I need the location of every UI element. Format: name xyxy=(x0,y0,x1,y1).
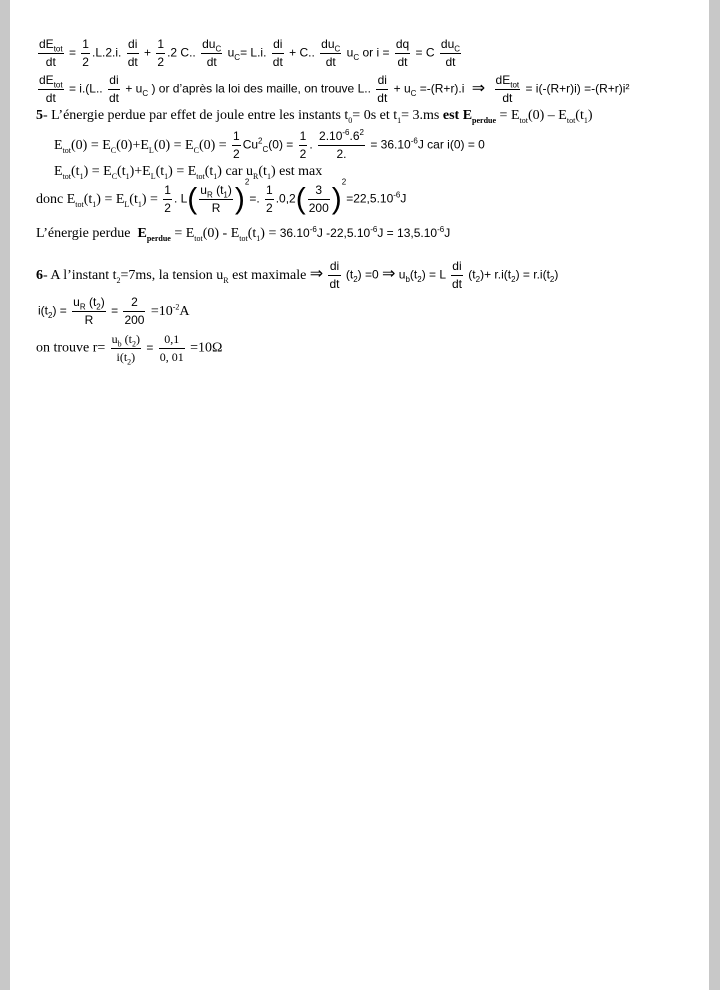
equation-initial-energy: $E_{tot}(0) = E_C(0)+E_L(0) = E_C(0)$ = $\frac{1}{2}$ $Cu^2_C(0)$ = $\frac{1}{2}$ . $\frac{2.10^{-6}.6^2}{2.}$ = $36.10^{-6}J$ car i(0) = 0 xyxy=(54,128,485,161)
fraction: $\frac{di}{dt}$ xyxy=(127,37,138,69)
implies-arrow: ⇒ xyxy=(471,79,486,97)
fraction: $\frac{di}{dt}$ xyxy=(329,259,340,291)
implies-arrow: ⇒ xyxy=(382,265,396,283)
fraction: $\frac{1}{2}$ xyxy=(164,183,171,215)
fraction: $\frac{du_C}{dt}$ xyxy=(202,37,222,69)
fraction: $\frac{di}{dt}$ xyxy=(108,73,119,105)
fraction: $\frac{di}{dt}$ xyxy=(377,73,388,105)
equation-derivative-energy: $\frac{dE_{tot}}{dt}$ = $\frac{1}{2}$ .L.2.i. $\frac{di}{dt}$ + $\frac{1}{2}$ .2 C.. $\frac{du_C}{dt}$ $u_C= L.i$. $\frac{di}{dt}$ + C.. $\frac{du_C}{dt}$ $u_C$ or i = $\frac{dq}{dt}$ = C $\frac{du_C}{dt}$ xyxy=(39,37,461,69)
fraction: $\frac{di}{dt}$ xyxy=(272,37,283,69)
document-page xyxy=(10,0,709,990)
fraction: $\frac{u_R (t_1)}{R}$ xyxy=(200,183,232,215)
fraction: $\frac{du_C}{dt}$ xyxy=(440,37,461,69)
equation-energy-lost: L’énergie perdue $E_{perdue} = E_{tot}(0) - E_{tot}(t_1) = 36.10^{-6}J$ $-22,5.10^{-6}J = 13,5.10^{-6}J$ xyxy=(36,225,451,243)
implies-arrow: ⇒ xyxy=(309,265,324,283)
fraction: $\frac{dq}{dt}$ xyxy=(395,37,410,69)
fraction: $\frac{u_R (t_2)}{R}$ xyxy=(73,295,105,327)
fraction: $\frac{1}{2}$ xyxy=(233,129,240,161)
fraction: $\frac{dE_{tot}}{dt}$ xyxy=(39,37,63,69)
fraction: $\frac{1}{2}$ xyxy=(157,37,165,69)
fraction: $\frac{di}{dt}$ xyxy=(451,259,462,291)
question-6-statement: 6- A l’instant $t_2=7ms$, la tension $u_R$ est maximale ⇒ $\frac{di}{dt}$ $(t_2) =0$ ⇒ $u_b(t_2) = L$ $\frac{di}{dt}$ $(t_2)+ r.i(t_2) = r.i(t_2)$ xyxy=(36,259,559,291)
fraction: $\frac{u_b (t_2)}{i(t_2)}$ xyxy=(111,332,141,367)
fraction: $\frac{dE_{tot}}{dt}$ xyxy=(39,73,63,105)
fraction: $\frac{1}{2}$ xyxy=(266,183,273,215)
fraction: $\frac{2.10^{-6}.6^2}{2.}$ xyxy=(319,128,364,161)
fraction: $\frac{2}{200}$ xyxy=(124,295,145,327)
equation-mesh-law: $\frac{dE_{tot}}{dt}$ = i.(L.. $\frac{di}{dt}$ + $u_C$ ) or d’après la loi des maille, on trouve L.. $\frac{di}{dt}$ + $u_C =-(R+r).i$ ⇒ $\frac{dE_{tot}}{dt}$ = i(-(R+r)i) =-(R+r)i² xyxy=(39,73,630,105)
question-5-statement: 5- L’énergie perdue par effet de joule entre les instants $t_0= 0s$ et $t_1= 3.ms$ est $E_{perdue} = E_{tot}(0) - E_{tot}(t_1)$ xyxy=(36,108,593,125)
fraction: $\frac{1}{2}$ xyxy=(299,129,307,161)
fraction: $\frac{du_C}{dt}$ xyxy=(321,37,341,69)
fraction: $\frac{dE_{tot}}{dt}$ xyxy=(495,73,520,105)
equation-energy-t1-value: donc $E_{tot}(t_1) = E_L(t_1)$ = $\frac{1}{2}$ . L( $\frac{u_R (t_1)}{R}$ )$^2$=. $\frac{1}{2}$ .0,2( $\frac{3}{200}$ )$^2=22,5.10^{-6}J$ xyxy=(36,177,407,216)
equation-current-t2: $i(t_2)$ = $\frac{u_R (t_2)}{R}$ = $\frac{2}{200}$ $=10^{-2}A$ xyxy=(38,295,190,327)
fraction: $\frac{0,1}{0, 01}$ xyxy=(159,332,184,364)
equation-energy-t1: $E_{tot}(t_1) = E_C(t_1)+E_L(t_1) = E_{tot}(t_1)$ car $u_R(t_1)$ est max xyxy=(54,164,323,181)
equation-resistance: on trouve r= $\frac{u_b (t_2)}{i(t_2)}$ = $\frac{0,1}{0, 01}$ =10Ω xyxy=(36,332,223,367)
fraction: $\frac{3}{200}$ xyxy=(308,183,329,215)
fraction: $\frac{1}{2}$ xyxy=(82,37,89,69)
